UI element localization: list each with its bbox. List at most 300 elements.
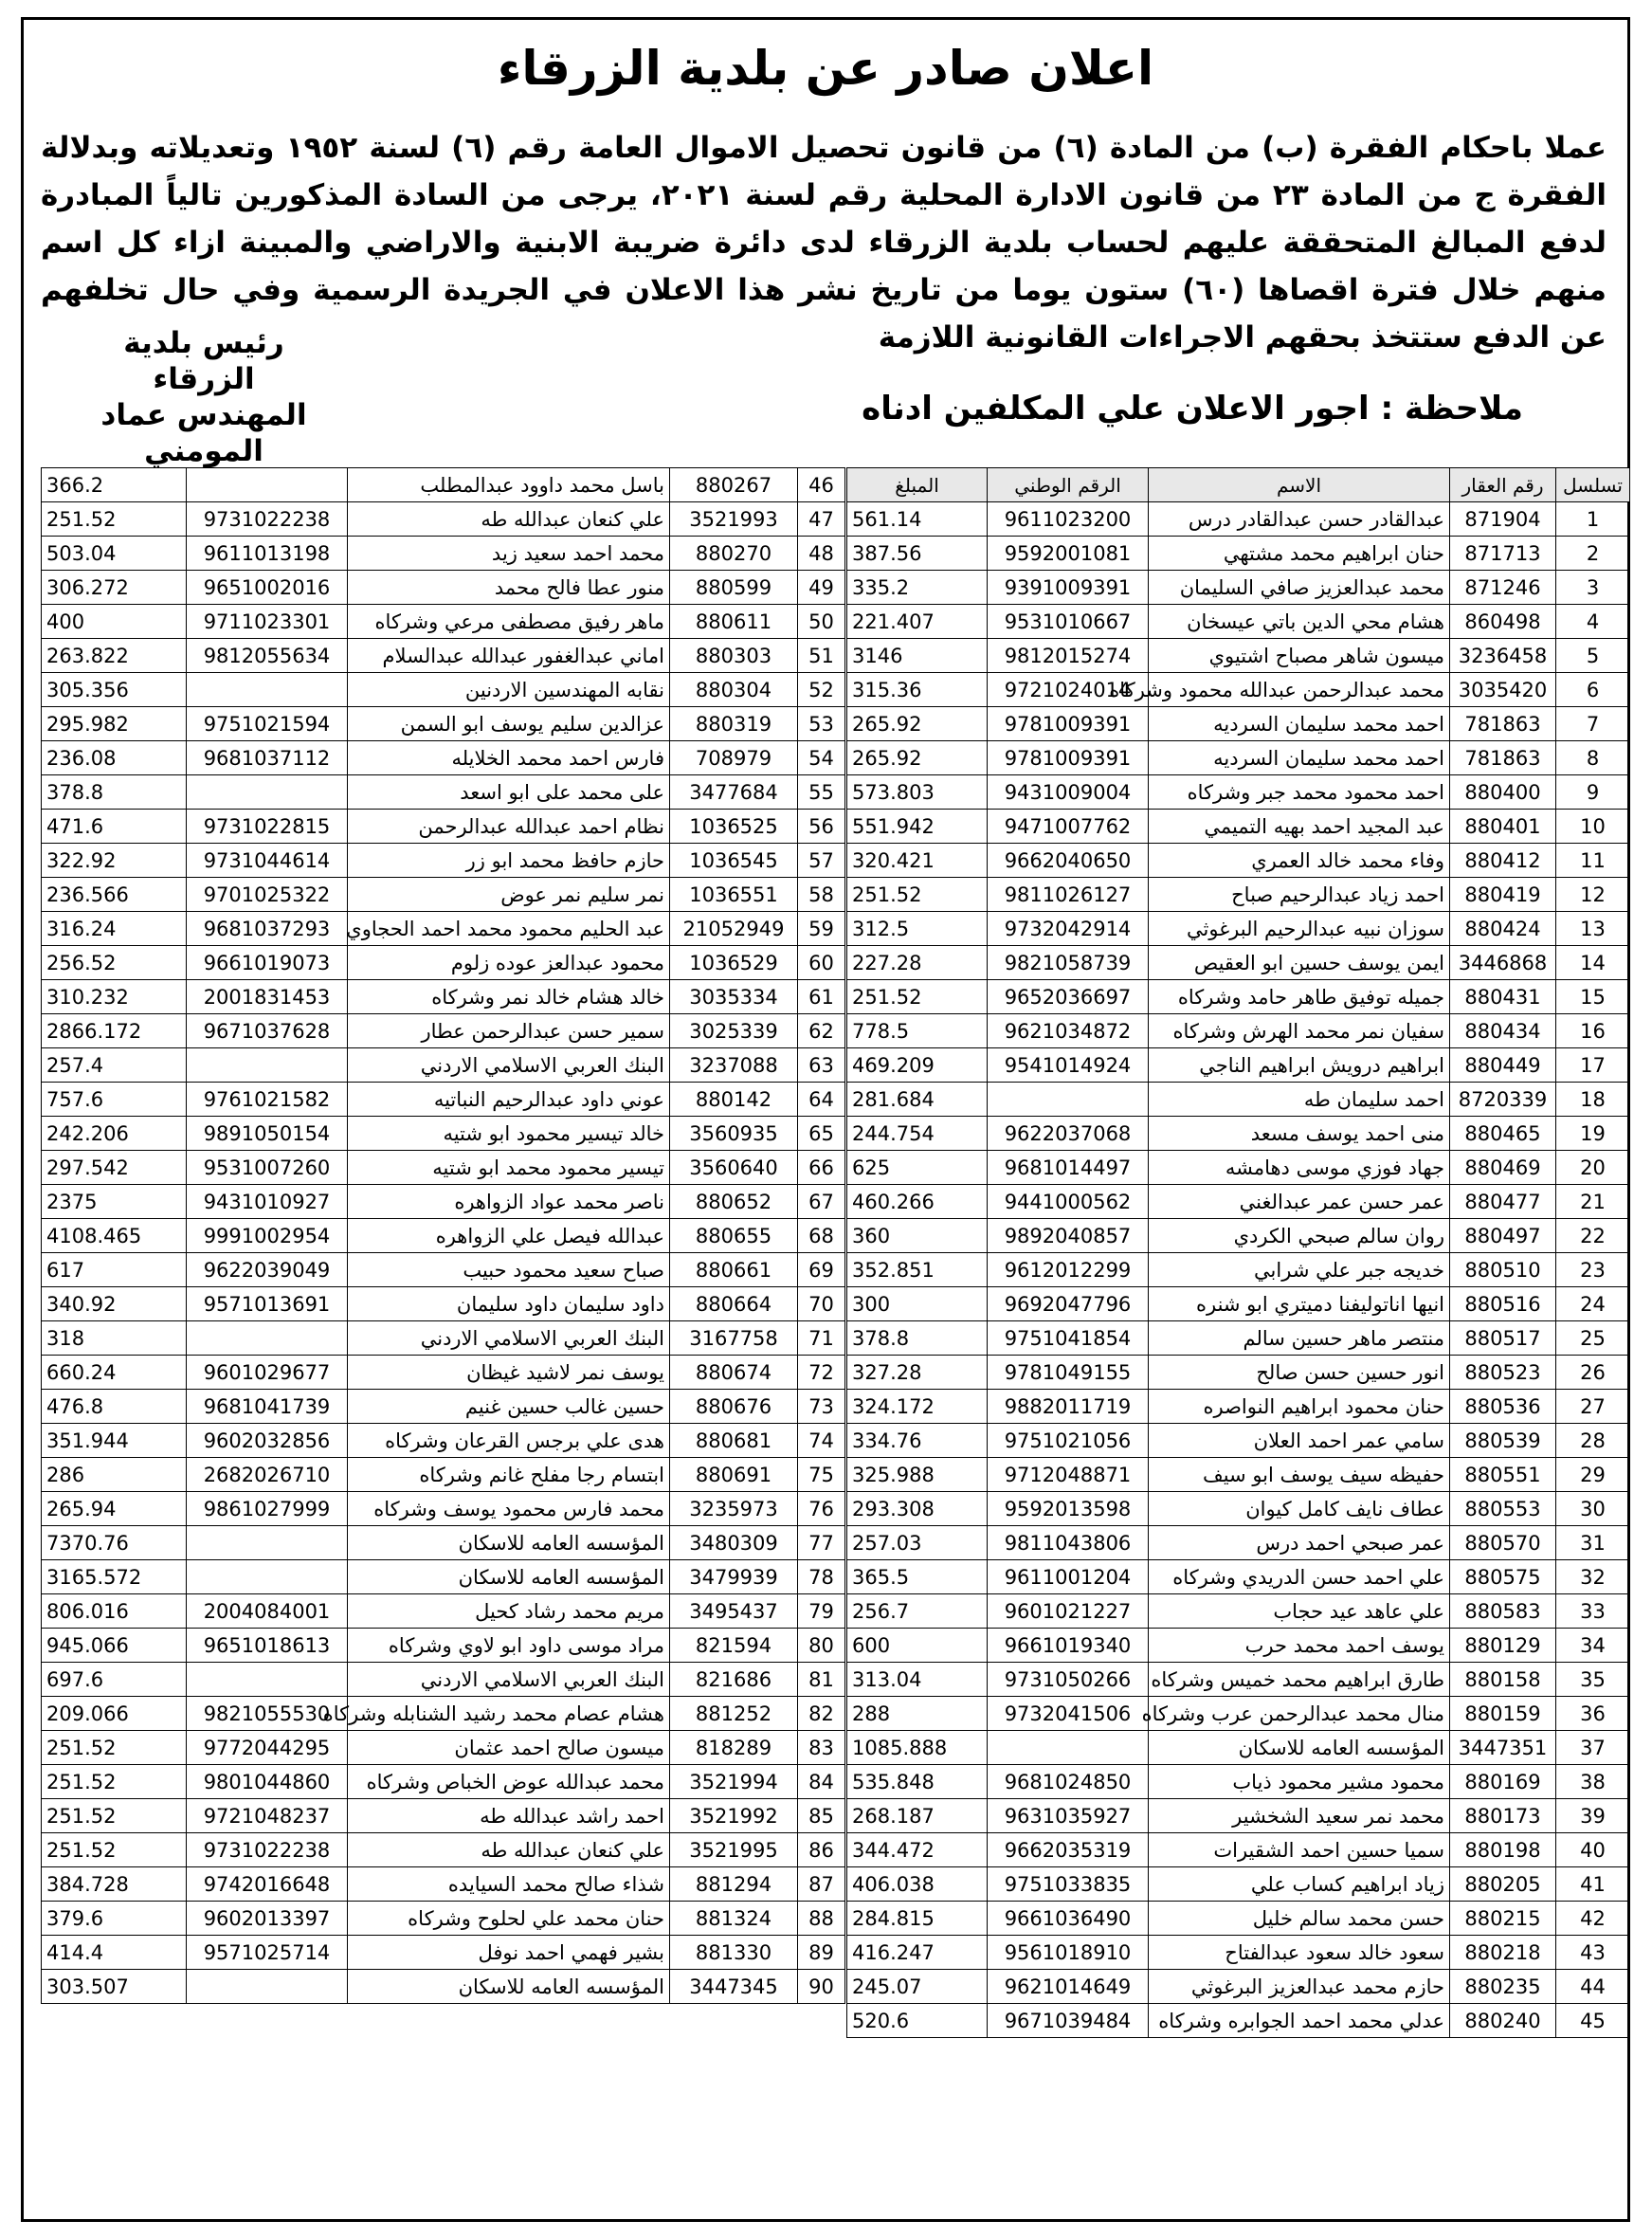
cell-national-id: 9731022815 bbox=[187, 810, 348, 844]
table-row bbox=[847, 1833, 1630, 1867]
table-row bbox=[42, 775, 845, 810]
cell-seq: 37 bbox=[1556, 1731, 1630, 1765]
cell-amount: 257.4 bbox=[42, 1048, 187, 1083]
taxpayers-table-right bbox=[846, 467, 1630, 2038]
table-row bbox=[42, 1799, 845, 1833]
cell-property: 3025339 bbox=[670, 1014, 798, 1048]
cell-amount: 318 bbox=[42, 1321, 187, 1356]
cell-national-id bbox=[988, 1731, 1149, 1765]
cell-national-id: 9721024014 bbox=[988, 673, 1149, 707]
table-row bbox=[847, 741, 1630, 775]
cell-national-id: 9882011719 bbox=[988, 1390, 1149, 1424]
cell-property: 3237088 bbox=[670, 1048, 798, 1083]
cell-property: 3521995 bbox=[670, 1833, 798, 1867]
table-row bbox=[847, 1799, 1630, 1833]
table-row bbox=[42, 844, 845, 878]
cell-amount: 288 bbox=[847, 1697, 988, 1731]
taxpayers-table-left bbox=[41, 467, 845, 2004]
table-row bbox=[847, 878, 1630, 912]
cell-national-id: 9751021594 bbox=[187, 707, 348, 741]
cell-seq: 43 bbox=[1556, 1936, 1630, 1970]
cell-property: 3560935 bbox=[670, 1117, 798, 1151]
cell-seq: 28 bbox=[1556, 1424, 1630, 1458]
cell-name: داود سليمان داود سليمان bbox=[348, 1287, 670, 1321]
cell-property: 3560640 bbox=[670, 1151, 798, 1185]
cell-name: محمد نمر سعيد الشخشير bbox=[1149, 1799, 1450, 1833]
cell-national-id: 9611023200 bbox=[988, 502, 1149, 537]
cell-national-id: 9651002016 bbox=[187, 571, 348, 605]
cell-property: 1036529 bbox=[670, 946, 798, 980]
cell-name: يوسف نمر لاشيد غيظان bbox=[348, 1356, 670, 1390]
cell-name: مريم محمد رشاد كحيل bbox=[348, 1594, 670, 1629]
cell-seq: 80 bbox=[798, 1629, 845, 1663]
table-row bbox=[847, 707, 1630, 741]
cell-national-id bbox=[187, 1526, 348, 1560]
cell-property: 21052949 bbox=[670, 912, 798, 946]
cell-national-id: 9711023301 bbox=[187, 605, 348, 639]
cell-amount: 365.5 bbox=[847, 1560, 988, 1594]
cell-seq: 55 bbox=[798, 775, 845, 810]
table-row bbox=[42, 980, 845, 1014]
cell-national-id: 2004084001 bbox=[187, 1594, 348, 1629]
cell-property: 880424 bbox=[1450, 912, 1556, 946]
table-row bbox=[42, 1560, 845, 1594]
cell-name: عزالدين سليم يوسف ابو السمن bbox=[348, 707, 670, 741]
cell-national-id: 9601021227 bbox=[988, 1594, 1149, 1629]
cell-property: 880510 bbox=[1450, 1253, 1556, 1287]
cell-amount: 295.982 bbox=[42, 707, 187, 741]
cell-seq: 50 bbox=[798, 605, 845, 639]
cell-property: 880477 bbox=[1450, 1185, 1556, 1219]
cell-name: نقابه المهندسين الاردنين bbox=[348, 673, 670, 707]
cell-property: 880218 bbox=[1450, 1936, 1556, 1970]
cell-name: انور حسين حسن صالح bbox=[1149, 1356, 1450, 1390]
cell-property: 880674 bbox=[670, 1356, 798, 1390]
table-row bbox=[42, 605, 845, 639]
table-row bbox=[42, 946, 845, 980]
announcement-page bbox=[21, 17, 1630, 2222]
cell-national-id: 9441000562 bbox=[988, 1185, 1149, 1219]
table-row bbox=[847, 1970, 1630, 2004]
cell-seq: 6 bbox=[1556, 673, 1630, 707]
table-row bbox=[42, 1117, 845, 1151]
cell-seq: 24 bbox=[1556, 1287, 1630, 1321]
cell-amount: 316.24 bbox=[42, 912, 187, 946]
cell-property: 880319 bbox=[670, 707, 798, 741]
cell-amount: 378.8 bbox=[42, 775, 187, 810]
cell-name: انيها اناتوليفنا دميتري ابو شنره bbox=[1149, 1287, 1450, 1321]
cell-name: علي كنعان عبدالله طه bbox=[348, 1833, 670, 1867]
table-row bbox=[847, 1560, 1630, 1594]
cell-seq: 20 bbox=[1556, 1151, 1630, 1185]
cell-property: 3521994 bbox=[670, 1765, 798, 1799]
cell-national-id: 9732041506 bbox=[988, 1697, 1149, 1731]
cell-amount: 320.421 bbox=[847, 844, 988, 878]
cell-national-id: 9811026127 bbox=[988, 878, 1149, 912]
cell-national-id: 9661036490 bbox=[988, 1902, 1149, 1936]
announcement-body: عملا باحكام الفقرة (ب) من المادة (٦) من قانون تحصيل الاموال العامة رقم (٦) لسنة ١٩٥٢ وتعديلاته وبدلالة الفقرة ج من المادة ٢٣ من قانون الادارة المحلية رقم لسنة ٢٠٢١، يرجى من السادة المذكورين تالياً المبادرة لدفع المبالغ المتحققة عليهم لحساب بلدية الزرقاء لدى دائرة ضريبة الابنية والاراضي والمبينة ازاء كل اسم منهم خلال فترة اقصاها (٦٠) ستون يوما من تاريخ نشر هذا الاعلان في الجريدة الرسمية وفي حال تخلفهم عن الدفع ستتخذ بحقهم الاجراءات القانونية اللازمة bbox=[41, 131, 1607, 355]
cell-amount: 251.52 bbox=[42, 502, 187, 537]
cell-national-id: 9742016648 bbox=[187, 1867, 348, 1902]
cell-amount: 221.407 bbox=[847, 605, 988, 639]
cell-national-id: 9621014649 bbox=[988, 1970, 1149, 2004]
cell-seq: 8 bbox=[1556, 741, 1630, 775]
cell-amount: 366.2 bbox=[42, 468, 187, 502]
cell-seq: 66 bbox=[798, 1151, 845, 1185]
table-row bbox=[42, 1151, 845, 1185]
cell-national-id: 9692047796 bbox=[988, 1287, 1149, 1321]
cell-seq: 84 bbox=[798, 1765, 845, 1799]
table-row bbox=[847, 946, 1630, 980]
cell-amount: 305.356 bbox=[42, 673, 187, 707]
cell-seq: 69 bbox=[798, 1253, 845, 1287]
cell-amount: 251.52 bbox=[42, 1731, 187, 1765]
cell-name: باسل محمد داوود عبدالمطلب bbox=[348, 468, 670, 502]
cell-seq: 87 bbox=[798, 1867, 845, 1902]
cell-amount: 945.066 bbox=[42, 1629, 187, 1663]
cell-name: البنك العربي الاسلامي الاردني bbox=[348, 1321, 670, 1356]
cell-property: 860498 bbox=[1450, 605, 1556, 639]
cell-amount: 310.232 bbox=[42, 980, 187, 1014]
cell-seq: 70 bbox=[798, 1287, 845, 1321]
cell-national-id: 9681024850 bbox=[988, 1765, 1149, 1799]
table-row bbox=[42, 468, 845, 502]
cell-seq: 1 bbox=[1556, 502, 1630, 537]
cell-amount: 236.566 bbox=[42, 878, 187, 912]
cell-amount: 281.684 bbox=[847, 1083, 988, 1117]
cell-amount: 256.7 bbox=[847, 1594, 988, 1629]
cell-national-id: 9671037628 bbox=[187, 1014, 348, 1048]
cell-seq: 83 bbox=[798, 1731, 845, 1765]
cell-national-id: 9531007260 bbox=[187, 1151, 348, 1185]
cell-property: 880419 bbox=[1450, 878, 1556, 912]
cell-seq: 29 bbox=[1556, 1458, 1630, 1492]
cell-seq: 10 bbox=[1556, 810, 1630, 844]
cell-property: 880664 bbox=[670, 1287, 798, 1321]
cell-amount: 697.6 bbox=[42, 1663, 187, 1697]
cell-name: عبد الحليم محمود محمد احمد الحجاوي bbox=[348, 912, 670, 946]
table-row bbox=[847, 1048, 1630, 1083]
cell-property: 880465 bbox=[1450, 1117, 1556, 1151]
table-row bbox=[42, 741, 845, 775]
table-row bbox=[847, 605, 1630, 639]
cell-property: 818289 bbox=[670, 1731, 798, 1765]
cell-property: 3035420 bbox=[1450, 673, 1556, 707]
table-row bbox=[847, 2004, 1630, 2038]
cell-name: حفيظه سيف يوسف ابو سيف bbox=[1149, 1458, 1450, 1492]
cell-property: 3447345 bbox=[670, 1970, 798, 2004]
cell-property: 880553 bbox=[1450, 1492, 1556, 1526]
cell-name: على محمد على ابو اسعد bbox=[348, 775, 670, 810]
cell-property: 881294 bbox=[670, 1867, 798, 1902]
cell-amount: 300 bbox=[847, 1287, 988, 1321]
cell-amount: 551.942 bbox=[847, 810, 988, 844]
table-row bbox=[847, 1731, 1630, 1765]
cell-name: اماني عبدالغفور عبدالله عبدالسلام bbox=[348, 639, 670, 673]
cell-amount: 4108.465 bbox=[42, 1219, 187, 1253]
cell-property: 880142 bbox=[670, 1083, 798, 1117]
cell-national-id: 9681041739 bbox=[187, 1390, 348, 1424]
cell-seq: 58 bbox=[798, 878, 845, 912]
cell-name: احمد زياد عبدالرحيم صباح bbox=[1149, 878, 1450, 912]
cell-amount: 806.016 bbox=[42, 1594, 187, 1629]
cell-national-id: 9652036697 bbox=[988, 980, 1149, 1014]
cell-name: محمد فارس محمود يوسف وشركاه bbox=[348, 1492, 670, 1526]
table-row bbox=[847, 537, 1630, 571]
cell-amount: 268.187 bbox=[847, 1799, 988, 1833]
cell-national-id bbox=[187, 775, 348, 810]
cell-name: احمد راشد عبدالله طه bbox=[348, 1799, 670, 1833]
table-row bbox=[42, 1014, 845, 1048]
cell-seq: 36 bbox=[1556, 1697, 1630, 1731]
table-header-row bbox=[847, 468, 1630, 502]
cell-amount: 778.5 bbox=[847, 1014, 988, 1048]
cell-name: يوسف احمد محمد حرب bbox=[1149, 1629, 1450, 1663]
cell-name: محمد عبدالله عوض الخباص وشركاه bbox=[348, 1765, 670, 1799]
cell-amount: 286 bbox=[42, 1458, 187, 1492]
cell-property: 880401 bbox=[1450, 810, 1556, 844]
cell-property: 1036551 bbox=[670, 878, 798, 912]
cell-amount: 242.206 bbox=[42, 1117, 187, 1151]
table-row bbox=[847, 1219, 1630, 1253]
table-row bbox=[42, 1765, 845, 1799]
cell-seq: 16 bbox=[1556, 1014, 1630, 1048]
cell-name: سوزان نبيه عبدالرحيم البرغوثي bbox=[1149, 912, 1450, 946]
table-row bbox=[42, 1356, 845, 1390]
cell-national-id: 9661019340 bbox=[988, 1629, 1149, 1663]
cell-name: سامي عمر احمد العلان bbox=[1149, 1424, 1450, 1458]
cell-seq: 44 bbox=[1556, 1970, 1630, 2004]
table-row bbox=[847, 1014, 1630, 1048]
cell-national-id: 9681037112 bbox=[187, 741, 348, 775]
cell-amount: 244.754 bbox=[847, 1117, 988, 1151]
cell-national-id bbox=[187, 673, 348, 707]
cell-seq: 40 bbox=[1556, 1833, 1630, 1867]
cell-amount: 400 bbox=[42, 605, 187, 639]
table-row bbox=[847, 1936, 1630, 1970]
table-row bbox=[847, 1629, 1630, 1663]
cell-amount: 322.92 bbox=[42, 844, 187, 878]
table-row bbox=[847, 1697, 1630, 1731]
cell-national-id: 9781049155 bbox=[988, 1356, 1149, 1390]
cell-seq: 42 bbox=[1556, 1902, 1630, 1936]
cell-national-id bbox=[187, 1321, 348, 1356]
cell-property: 880517 bbox=[1450, 1321, 1556, 1356]
cell-name: علي عاهد عيد حجاب bbox=[1149, 1594, 1450, 1629]
header-amount: المبلغ bbox=[847, 468, 988, 502]
table-row bbox=[847, 1458, 1630, 1492]
cell-amount: 263.822 bbox=[42, 639, 187, 673]
cell-national-id: 9601029677 bbox=[187, 1356, 348, 1390]
cell-amount: 297.542 bbox=[42, 1151, 187, 1185]
cell-name: عمر صبحي احمد درس bbox=[1149, 1526, 1450, 1560]
cell-national-id: 9772044295 bbox=[187, 1731, 348, 1765]
cell-national-id: 9751041854 bbox=[988, 1321, 1149, 1356]
cell-national-id: 9731050266 bbox=[988, 1663, 1149, 1697]
header-property: رقم العقار bbox=[1450, 468, 1556, 502]
cell-name: المؤسسه العامه للاسكان bbox=[348, 1970, 670, 2004]
cell-name: جهاد فوزي موسى دهامشه bbox=[1149, 1151, 1450, 1185]
cell-property: 880267 bbox=[670, 468, 798, 502]
cell-national-id: 9622037068 bbox=[988, 1117, 1149, 1151]
cell-name: بشير فهمي احمد نوفل bbox=[348, 1936, 670, 1970]
table-row bbox=[42, 707, 845, 741]
cell-name: روان سالم صبحي الكردي bbox=[1149, 1219, 1450, 1253]
cell-national-id bbox=[187, 1048, 348, 1083]
cell-amount: 476.8 bbox=[42, 1390, 187, 1424]
table-row bbox=[847, 1151, 1630, 1185]
cell-name: احمد محمد سليمان السرديه bbox=[1149, 707, 1450, 741]
cell-property: 880412 bbox=[1450, 844, 1556, 878]
cell-amount: 327.28 bbox=[847, 1356, 988, 1390]
cell-national-id: 9861027999 bbox=[187, 1492, 348, 1526]
cell-seq: 41 bbox=[1556, 1867, 1630, 1902]
table-row bbox=[42, 1185, 845, 1219]
cell-name: شذاء صالح محمد السيايده bbox=[348, 1867, 670, 1902]
table-row bbox=[847, 810, 1630, 844]
cell-amount: 406.038 bbox=[847, 1867, 988, 1902]
cell-seq: 45 bbox=[1556, 2004, 1630, 2038]
cell-national-id: 9751033835 bbox=[988, 1867, 1149, 1902]
cell-property: 880536 bbox=[1450, 1390, 1556, 1424]
cell-name: المؤسسه العامه للاسكان bbox=[348, 1560, 670, 1594]
table-row bbox=[42, 810, 845, 844]
cell-seq: 75 bbox=[798, 1458, 845, 1492]
cell-name: خالد تيسير محمود ابو شتيه bbox=[348, 1117, 670, 1151]
table-row bbox=[847, 1390, 1630, 1424]
cell-name: منتصر ماهر حسين سالم bbox=[1149, 1321, 1450, 1356]
cell-seq: 27 bbox=[1556, 1390, 1630, 1424]
cell-property: 880205 bbox=[1450, 1867, 1556, 1902]
cell-amount: 660.24 bbox=[42, 1356, 187, 1390]
cell-name: حنان ابراهيم محمد مشتهي bbox=[1149, 537, 1450, 571]
cell-national-id: 9781009391 bbox=[988, 707, 1149, 741]
cell-national-id: 9531010667 bbox=[988, 605, 1149, 639]
table-row bbox=[847, 1083, 1630, 1117]
cell-property: 871713 bbox=[1450, 537, 1556, 571]
cell-seq: 72 bbox=[798, 1356, 845, 1390]
cell-name: فارس احمد محمد الخلايله bbox=[348, 741, 670, 775]
cell-name: طارق ابراهيم محمد خميس وشركاه bbox=[1149, 1663, 1450, 1697]
cell-name: عوني داود عبدالرحيم النباتيه bbox=[348, 1083, 670, 1117]
cell-property: 880676 bbox=[670, 1390, 798, 1424]
cell-property: 880173 bbox=[1450, 1799, 1556, 1833]
cell-property: 880303 bbox=[670, 639, 798, 673]
table-row bbox=[847, 1185, 1630, 1219]
cell-amount: 7370.76 bbox=[42, 1526, 187, 1560]
cell-amount: 3165.572 bbox=[42, 1560, 187, 1594]
cell-property: 8720339 bbox=[1450, 1083, 1556, 1117]
cell-national-id: 9751021056 bbox=[988, 1424, 1149, 1458]
header-national-id: الرقم الوطني bbox=[988, 468, 1149, 502]
cell-amount: 378.8 bbox=[847, 1321, 988, 1356]
cell-property: 3236458 bbox=[1450, 639, 1556, 673]
cell-name: زياد ابراهيم كساب علي bbox=[1149, 1867, 1450, 1902]
table-row bbox=[42, 639, 845, 673]
cell-seq: 59 bbox=[798, 912, 845, 946]
table-row bbox=[42, 1083, 845, 1117]
cell-property: 880655 bbox=[670, 1219, 798, 1253]
cell-amount: 209.066 bbox=[42, 1697, 187, 1731]
cell-property: 881330 bbox=[670, 1936, 798, 1970]
cell-national-id: 2682026710 bbox=[187, 1458, 348, 1492]
table-row bbox=[42, 1526, 845, 1560]
cell-seq: 65 bbox=[798, 1117, 845, 1151]
cell-national-id: 9612012299 bbox=[988, 1253, 1149, 1287]
cell-amount: 315.36 bbox=[847, 673, 988, 707]
cell-seq: 34 bbox=[1556, 1629, 1630, 1663]
cell-amount: 469.209 bbox=[847, 1048, 988, 1083]
cell-amount: 535.848 bbox=[847, 1765, 988, 1799]
table-row bbox=[42, 1424, 845, 1458]
cell-amount: 284.815 bbox=[847, 1902, 988, 1936]
cell-amount: 600 bbox=[847, 1629, 988, 1663]
cell-seq: 22 bbox=[1556, 1219, 1630, 1253]
cell-national-id: 9391009391 bbox=[988, 571, 1149, 605]
cell-national-id: 9621034872 bbox=[988, 1014, 1149, 1048]
table-row bbox=[42, 1458, 845, 1492]
cell-seq: 57 bbox=[798, 844, 845, 878]
cell-name: جميله توفيق طاهر حامد وشركاه bbox=[1149, 980, 1450, 1014]
cell-property: 3446868 bbox=[1450, 946, 1556, 980]
cell-national-id: 9701025322 bbox=[187, 878, 348, 912]
cell-name: عبد المجيد احمد بهيه التميمي bbox=[1149, 810, 1450, 844]
table-row bbox=[42, 1048, 845, 1083]
cell-name: احمد سليمان طه bbox=[1149, 1083, 1450, 1117]
cell-national-id: 9622039049 bbox=[187, 1253, 348, 1287]
cell-national-id: 9721048237 bbox=[187, 1799, 348, 1833]
table-row bbox=[42, 1492, 845, 1526]
cell-name: ناصر محمد عواد الزواهره bbox=[348, 1185, 670, 1219]
cell-name: محمود مشير محمود ذياب bbox=[1149, 1765, 1450, 1799]
cell-amount: 324.172 bbox=[847, 1390, 988, 1424]
table-row bbox=[847, 1117, 1630, 1151]
cell-amount: 460.266 bbox=[847, 1185, 988, 1219]
cell-national-id: 9821055530 bbox=[187, 1697, 348, 1731]
cell-amount: 334.76 bbox=[847, 1424, 988, 1458]
cell-national-id: 9651018613 bbox=[187, 1629, 348, 1663]
table-row bbox=[847, 1287, 1630, 1321]
cell-national-id: 9431009004 bbox=[988, 775, 1149, 810]
cell-property: 880304 bbox=[670, 673, 798, 707]
cell-national-id: 9812015274 bbox=[988, 639, 1149, 673]
cell-property: 821594 bbox=[670, 1629, 798, 1663]
cell-property: 880198 bbox=[1450, 1833, 1556, 1867]
cell-amount: 352.851 bbox=[847, 1253, 988, 1287]
cell-amount: 227.28 bbox=[847, 946, 988, 980]
cell-national-id: 9781009391 bbox=[988, 741, 1149, 775]
table-row bbox=[42, 673, 845, 707]
cell-property: 880652 bbox=[670, 1185, 798, 1219]
cell-amount: 303.507 bbox=[42, 1970, 187, 2004]
cell-name: هدى علي برجس القرعان وشركاه bbox=[348, 1424, 670, 1458]
cell-national-id: 9471007762 bbox=[988, 810, 1149, 844]
cell-seq: 77 bbox=[798, 1526, 845, 1560]
cell-amount: 471.6 bbox=[42, 810, 187, 844]
cell-name: خديجه جبر علي شرابي bbox=[1149, 1253, 1450, 1287]
cell-property: 880169 bbox=[1450, 1765, 1556, 1799]
cell-amount: 236.08 bbox=[42, 741, 187, 775]
cell-name: ميسون صالح احمد عثمان bbox=[348, 1731, 670, 1765]
cell-national-id: 9821058739 bbox=[988, 946, 1149, 980]
cell-seq: 30 bbox=[1556, 1492, 1630, 1526]
cell-national-id: 9592001081 bbox=[988, 537, 1149, 571]
cell-property: 881324 bbox=[670, 1902, 798, 1936]
cell-property: 3479939 bbox=[670, 1560, 798, 1594]
cell-national-id bbox=[187, 1970, 348, 2004]
cell-name: عبدالقادر حسن عبدالقادر درس bbox=[1149, 502, 1450, 537]
cell-seq: 47 bbox=[798, 502, 845, 537]
